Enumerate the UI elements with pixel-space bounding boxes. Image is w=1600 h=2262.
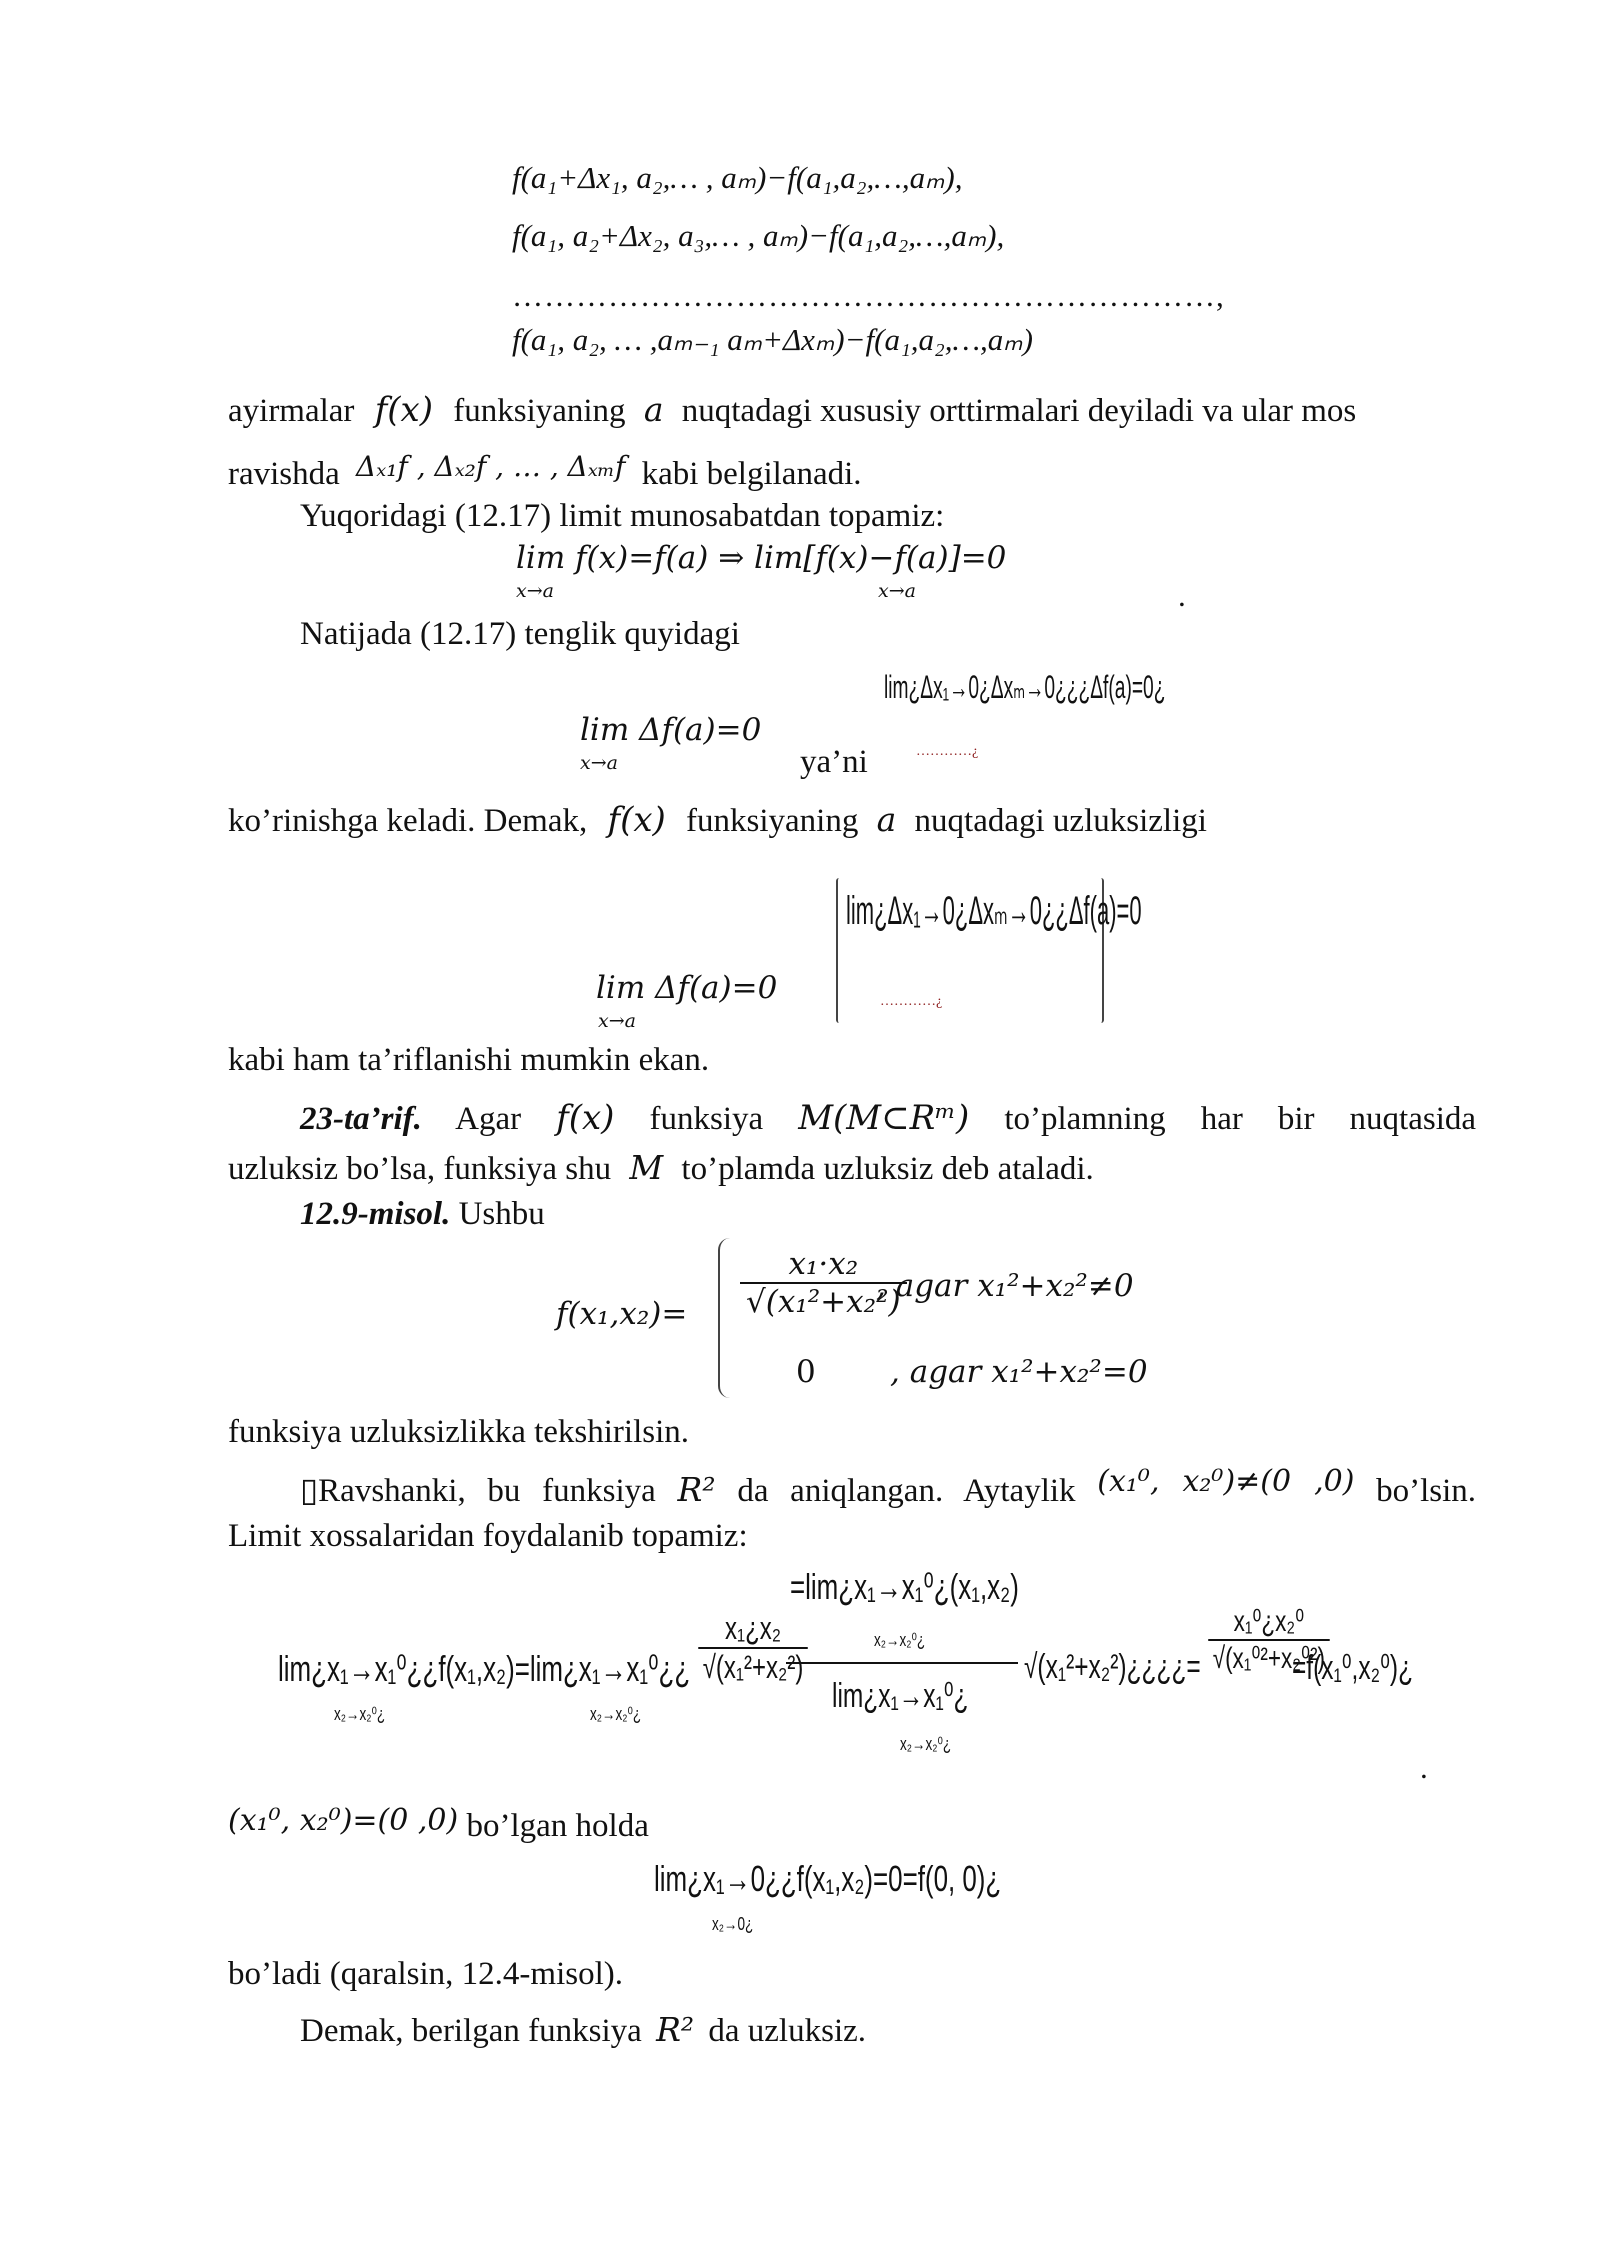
text-bolgan-holda: bo’lgan holda — [466, 1808, 649, 1844]
equation-delta-limit-2-sub: x→a — [598, 1010, 636, 1032]
paragraph-natijada: Natijada (12.17) tenglik quyidagi — [300, 616, 740, 652]
function-condition-1: , agar x₁²+x₂²≠0 — [876, 1268, 1134, 1304]
text-toplamning: to’plamning har bir nuqtasida — [1004, 1101, 1477, 1137]
equation-delta-limit-sub: x→a — [580, 752, 618, 774]
example-label: 12.9-misol. — [300, 1196, 451, 1232]
text-bolsin: bo’lsin. — [1376, 1473, 1477, 1509]
big-eq-mid-den-sub: x₂→x₂⁰¿ — [900, 1734, 952, 1754]
text-korinishga: ko’rinishga keladi. Demak, — [228, 803, 588, 839]
paragraph-limit-xossalari: Limit xossalaridan foydalanib topamiz: — [228, 1518, 748, 1554]
paragraph-korinishga — [228, 800, 1207, 841]
paragraph-ayirmalar — [228, 390, 1476, 431]
paragraph-bolgan-holda — [228, 1803, 649, 1847]
result-fraction-num: x₁⁰¿x₂⁰ — [1233, 1605, 1305, 1638]
text-funksiyaning: funksiyaning — [453, 393, 626, 429]
example-12-9 — [300, 1194, 545, 1234]
definition-label: 23-ta’rif. — [300, 1101, 422, 1137]
paragraph-demak — [300, 2010, 866, 2051]
text-uzluksizligi: nuqtadagi uzluksizligi — [914, 803, 1207, 839]
text-funksiya: funksiya — [649, 1101, 764, 1137]
formula-increment-1: f(a₁+Δx₁, a₂,… , aₘ)−f(a₁,a₂,…,aₘ), — [512, 160, 963, 195]
limit-at-zero-sub: x₂→0¿ — [712, 1914, 754, 1934]
definition-line-2 — [228, 1148, 1094, 1189]
symbol-partial-increments: Δₓ₁f , Δₓ₂f , … , Δₓₘf — [356, 450, 626, 483]
paragraph-kabi-ham: kabi ham ta’riflanishi mumkin ekan. — [228, 1042, 710, 1078]
big-eq-left-sub-2: x₂→x₂⁰¿ — [590, 1704, 642, 1724]
symbol-a-2: a — [876, 800, 897, 839]
big-fraction-den: √(x₁²+x₂²) — [698, 1647, 808, 1686]
equation-end-dot: . — [1178, 578, 1186, 613]
symbol-a: a — [643, 390, 664, 429]
symbol-fx-2: f(x) — [607, 800, 666, 840]
symbol-R2-2: R² — [656, 2010, 695, 2049]
function-zero: 0 — [796, 1354, 816, 1390]
definition-23 — [300, 1098, 1476, 1139]
text-kabi-belgilanadi: kabi belgilanadi. — [641, 456, 862, 492]
text-ravishda: ravishda — [228, 456, 340, 492]
equation-limit-implication: lim f(x)=f(a) ⇒ lim[f(x)−f(a)]=0 — [516, 540, 1007, 576]
equation-limit-sub-1: x→a — [516, 580, 554, 602]
text-ayirmalar: ayirmalar — [228, 393, 355, 429]
big-fraction-num: x₁¿x₂ — [725, 1610, 782, 1646]
text-funksiyaning-2: funksiyaning — [686, 803, 859, 839]
formula-ellipsis-row: …………………………………………………………, — [512, 278, 1225, 313]
big-eq-sqrt: √(x₁²+x₂²)¿¿¿¿= — [1024, 1648, 1201, 1686]
symbol-fx-3: f(x) — [556, 1098, 615, 1138]
formula-increment-m: f(a₁, a₂, … ,aₘ₋₁ aₘ+Δxₘ)−f(a₁,a₂,…,aₘ) — [512, 322, 1033, 357]
text-toplamda: to’plamda uzluksiz deb ataladi. — [681, 1151, 1094, 1187]
garbled-limit-2-sub: …………¿ — [880, 994, 943, 1009]
text-ravshanki: ▯Ravshanki, bu funksiya — [300, 1473, 656, 1509]
text-xususiy: nuqtadagi xususiy orttirmalari deyiladi va ular mos — [681, 393, 1357, 429]
symbol-fx: f(x) — [374, 390, 433, 430]
text-yani: ya’ni — [800, 744, 868, 780]
limit-at-zero: lim¿x₁→0¿¿f(x₁,x₂)=0=f(0, 0)¿ — [654, 1858, 1002, 1899]
equation-delta-limit: lim Δf(a)=0 — [580, 712, 762, 748]
text-aniqlangan: da aniqlangan. Aytaylik — [737, 1473, 1076, 1509]
big-eq-dot: . — [1420, 1750, 1428, 1785]
text-ushbu: Ushbu — [458, 1196, 545, 1232]
paragraph-ravishda — [228, 450, 862, 495]
paragraph-tekshirilsin: funksiya uzluksizlikka tekshirilsin. — [228, 1414, 690, 1450]
brace-left — [718, 1238, 732, 1398]
big-fraction — [698, 1610, 808, 1686]
fraction-denominator: √(x₁²+x₂²) — [740, 1282, 907, 1320]
formula-increment-2: f(a₁, a₂+Δx₂, a₃,… , aₘ)−f(a₁,a₂,…,aₘ), — [512, 218, 1005, 253]
result-fraction-den: √(x₁⁰²+x₂⁰²) — [1208, 1639, 1329, 1676]
paragraph-boladi: bo’ladi (qaralsin, 12.4-misol). — [228, 1956, 624, 1992]
big-eq-left: lim¿x₁→x₁⁰¿¿f(x₁,x₂)=lim¿x₁→x₁⁰¿¿ — [278, 1648, 691, 1689]
text-demak: Demak, berilgan funksiya — [300, 2013, 642, 2049]
garbled-limit-2: lim¿Δx₁→0¿Δxₘ→0¿¿Δf(a)=0 — [846, 889, 1142, 933]
garbled-limit-1-sub: …………¿ — [916, 744, 979, 759]
big-eq-result-tail: =f(x₁⁰,x₂⁰)¿ — [1292, 1649, 1414, 1687]
text-uzluksiz: da uzluksiz. — [708, 2013, 867, 2049]
symbol-set-M: M(M⊂Rᵐ) — [798, 1098, 970, 1138]
big-eq-fraction — [680, 1610, 826, 1686]
big-eq-mid-den: lim¿x₁→x₁⁰¿ — [832, 1677, 969, 1715]
big-eq-top: =lim¿x₁→x₁⁰¿(x₁,x₂) — [790, 1566, 1019, 1607]
big-eq-left-sub-1: x₂→x₂⁰¿ — [334, 1704, 386, 1724]
fraction-numerator: x₁·x₂ — [788, 1246, 859, 1282]
symbol-point-eq-zero: (x₁⁰, x₂⁰)=(0 ,0) — [228, 1803, 459, 1838]
paragraph-ravshanki — [300, 1464, 1477, 1512]
text-uzluksiz-bolsa: uzluksiz bo’lsa, funksiya shu — [228, 1151, 612, 1187]
big-eq-top-sub: x₂→x₂⁰¿ — [874, 1630, 926, 1650]
symbol-R2: R² — [677, 1470, 716, 1509]
function-lhs: f(x₁,x₂)= — [556, 1296, 688, 1332]
equation-delta-limit-2: lim Δf(a)=0 — [596, 970, 778, 1006]
function-condition-2: , agar x₁²+x₂²=0 — [890, 1354, 1148, 1390]
bracket-left — [836, 878, 842, 1023]
paragraph-yuqoridagi: Yuqoridagi (12.17) limit munosabatdan topamiz: — [300, 498, 945, 534]
text-agar: Agar — [455, 1101, 522, 1137]
symbol-M: M — [629, 1148, 664, 1187]
equation-limit-sub-2: x→a — [878, 580, 916, 602]
big-eq-divider — [786, 1662, 1018, 1664]
symbol-point-ne-zero: (x₁⁰, x₂⁰)≠(0 ,0) — [1097, 1464, 1355, 1499]
garbled-limit-1: lim¿Δx₁→0¿Δxₘ→0¿¿¿Δf(a)=0¿ — [884, 669, 1166, 705]
